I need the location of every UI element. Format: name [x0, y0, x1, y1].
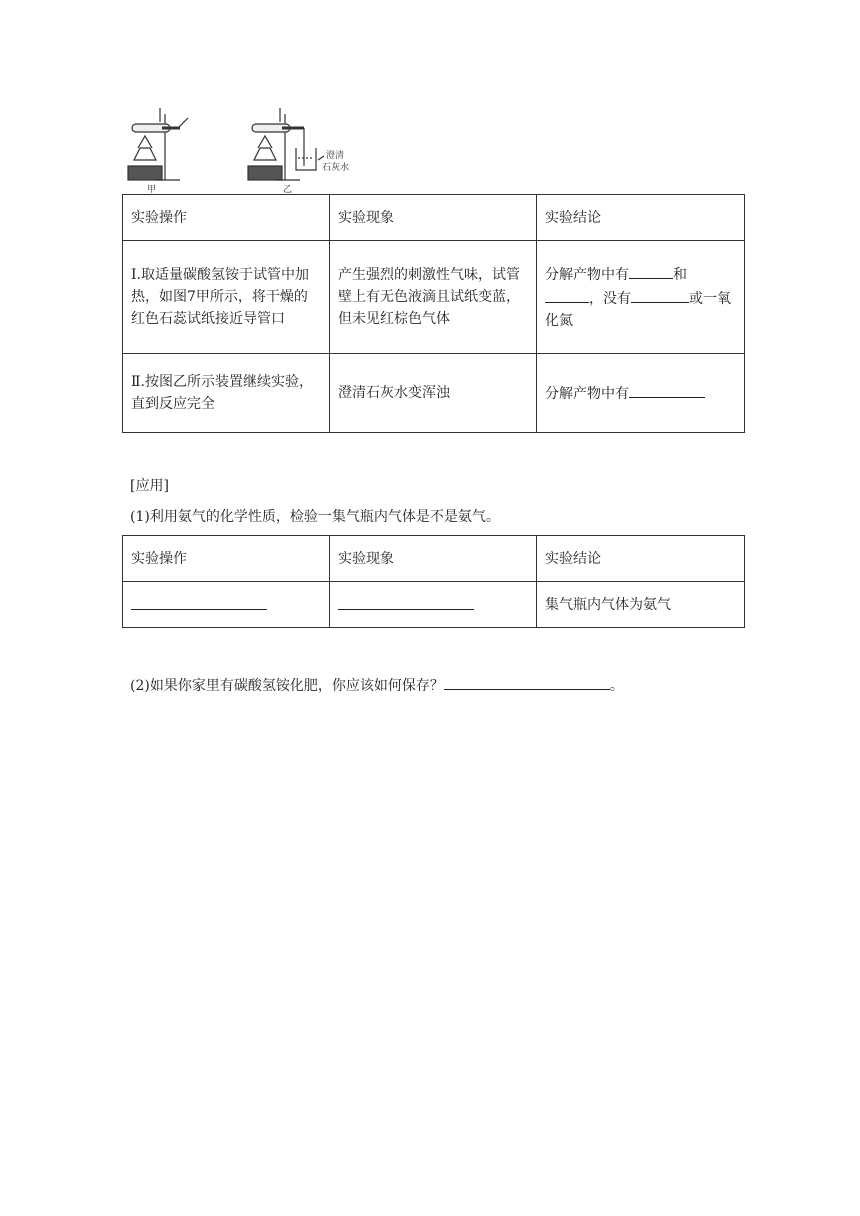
row1-conclusion-text-c: ，没有: [589, 291, 631, 307]
header-operation: 实验操作: [123, 195, 330, 241]
figure-b-label: 乙: [283, 185, 293, 195]
question-2-text: (2)如果你家里有碳酸氢铵化肥，你应该如何保存？: [130, 678, 444, 694]
answer-blank[interactable]: [629, 381, 705, 398]
header-operation: 实验操作: [123, 536, 330, 582]
figure-a-label: 甲: [147, 185, 157, 195]
header-phenomenon: 实验现象: [330, 536, 537, 582]
answer-blank[interactable]: [131, 593, 267, 610]
table-row: [123, 354, 745, 433]
row2-conclusion: [537, 354, 745, 433]
table-row: [123, 241, 745, 354]
row1-operation: Ⅰ.取适量碳酸氢铵于试管中加热，如图7甲所示，将干燥的红色石蕊试纸接近导管口: [123, 241, 330, 354]
row2-phenomenon: 澄清石灰水变浑浊: [330, 354, 537, 433]
beaker-label-line2: 石灰水: [322, 163, 350, 173]
ammonia-test-table: [122, 535, 745, 628]
header-phenomenon: 实验现象: [330, 195, 537, 241]
experiment-table: [122, 194, 745, 433]
question-1: (1)利用氨气的化学性质，检验一集气瓶内气体是不是氨气。: [130, 509, 500, 525]
answer-blank[interactable]: [545, 286, 589, 303]
answer-blank[interactable]: [444, 673, 610, 690]
answer-blank[interactable]: [338, 593, 474, 610]
row1-conclusion-text-a: 分解产物中有: [545, 267, 629, 283]
beaker-label-line1: 澄清: [326, 151, 345, 161]
table-header-row: [123, 195, 745, 241]
application-heading: [应用]: [130, 478, 169, 494]
answer-blank[interactable]: [629, 262, 673, 279]
row2-operation: Ⅱ.按图乙所示装置继续实验，直到反应完全: [123, 354, 330, 433]
row1-conclusion-text-d: 或一氧化氮: [545, 291, 731, 329]
operation-answer-cell: [123, 582, 330, 628]
row1-conclusion-text-b: 和: [673, 267, 687, 283]
apparatus-figures: [120, 104, 380, 196]
table-row: [123, 582, 745, 628]
table-header-row: [123, 536, 745, 582]
header-conclusion: 实验结论: [537, 195, 745, 241]
row1-conclusion: [537, 241, 745, 354]
header-conclusion: 实验结论: [537, 536, 745, 582]
row1-phenomenon: 产生强烈的刺激性气味，试管壁上有无色液滴且试纸变蓝，但未见红棕色气体: [330, 241, 537, 354]
question-2-end: 。: [609, 678, 624, 694]
row2-conclusion-text: 分解产物中有: [545, 386, 629, 402]
table2-conclusion: 集气瓶内气体为氨气: [537, 582, 745, 628]
question-2: [130, 673, 624, 696]
answer-blank[interactable]: [631, 286, 689, 303]
phenomenon-answer-cell: [330, 582, 537, 628]
